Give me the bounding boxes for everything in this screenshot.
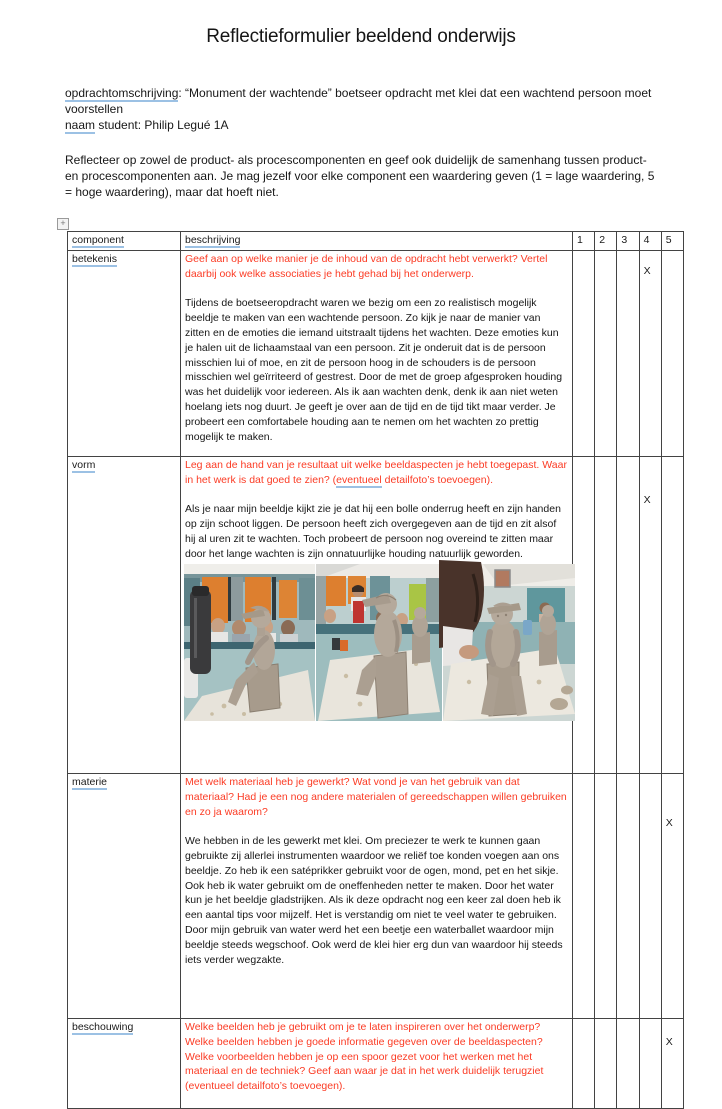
header-rating-1: 1 bbox=[573, 232, 595, 251]
rating-cell-2 bbox=[595, 251, 617, 457]
rating-cell-5-marked: X bbox=[661, 774, 683, 1019]
beschrijving-cell bbox=[181, 774, 573, 1019]
photo-clay-figure-back-view bbox=[316, 564, 442, 721]
table-header-row bbox=[68, 232, 684, 251]
beschrijving-cell bbox=[181, 251, 573, 457]
answer-text: Als je naar mijn beeldje kijkt zie je dat hij een bolle onderrug heeft en zijn handen op zijn schoot liggen. De persoon heeft zich overgegeven aan de tijd en zit alsof hij al uren zit te wachten. Toch probeert de persoon nog overeind te zitten maar door het lange wachten is zijn onnatuurlijke houding natuurlijk geworden. bbox=[185, 503, 561, 560]
table-row-beschouwing bbox=[68, 1019, 684, 1109]
rating-cell-5-marked: X bbox=[661, 1019, 683, 1109]
reflection-table bbox=[67, 231, 684, 1109]
rating-cell-3 bbox=[617, 457, 639, 774]
rating-cell-1 bbox=[573, 774, 595, 1019]
question-text: Leg aan de hand van je resultaat uit welke beeldaspecten je hebt toegepast. Waar in het werk is dat goed te zien? (eventueel detailfoto’s toevoegen). bbox=[185, 459, 567, 486]
component-cell: beschouwing bbox=[68, 1019, 181, 1109]
table-row-betekenis bbox=[68, 251, 684, 457]
naam-text: student: Philip Legué 1A bbox=[95, 118, 229, 133]
rating-cell-4-marked: X bbox=[639, 251, 661, 457]
header-rating-3: 3 bbox=[617, 232, 639, 251]
photo-strip bbox=[184, 564, 573, 721]
opdracht-text: : “Monument der wachtende” boetseer opdracht met klei dat een wachtend persoon moet voorstellen bbox=[65, 86, 652, 117]
header-beschrijving: beschrijving bbox=[181, 232, 573, 251]
header-rating-5: 5 bbox=[661, 232, 683, 251]
table-row-materie bbox=[68, 774, 684, 1019]
rating-cell-3 bbox=[617, 1019, 639, 1109]
opdracht-label: opdrachtomschrijving bbox=[65, 86, 179, 100]
table-row-vorm bbox=[68, 457, 684, 774]
question-text: Geef aan op welke manier je de inhoud van de opdracht hebt verwerkt? Vertel daarbij ook welke associaties je hebt gehad bij het onderwerp. bbox=[185, 253, 548, 280]
rating-cell-1 bbox=[573, 457, 595, 774]
answer-text: Tijdens de boetseeropdracht waren we bezig om een zo realistisch mogelijk beeldje te maken van een wachtende persoon. Zo kijk je naar de manier van zitten en de emoties die iemand uitstraalt tijdens het wachten. Deze emoties kun je halen uit de lichaamstaal van een persoon. Zit je onderuit dat is de persoon misschien lui of moe, en zit de persoon hoog in de schouders is de persoon misschien wel geïrriteerd of gestrest. Door de met de groep afgesproken houding was het duidelijk voor iedereen. Als ik aan wachten denk, denk ik aan niet weten hoelang iets nog duurt. Je geeft je over aan de tijd en de tijd tikt maar verder. Je probeert een comfortabele houding aan te nemen om het wachten zo prettig mogelijk te maken. bbox=[185, 297, 563, 443]
question-text: Met welk materiaal heb je gewerkt? Wat vond je van het gebruik van dat materiaal? Had je een nog andere materialen of gereedschappen willen gebruiken en zo ja waarom? bbox=[185, 776, 567, 818]
beschrijving-cell bbox=[181, 1019, 573, 1109]
header-rating-4: 4 bbox=[639, 232, 661, 251]
rating-cell-4 bbox=[639, 1019, 661, 1109]
rating-cell-2 bbox=[595, 457, 617, 774]
rating-cell-2 bbox=[595, 1019, 617, 1109]
rating-cell-1 bbox=[573, 1019, 595, 1109]
header-rating-2: 2 bbox=[595, 232, 617, 251]
component-cell: materie bbox=[68, 774, 181, 1019]
table-move-handle-icon[interactable]: + bbox=[57, 218, 69, 230]
grammar-underlined-word: eventueel bbox=[336, 473, 382, 486]
photo-clay-figure-front-view bbox=[443, 564, 575, 721]
component-cell: vorm bbox=[68, 457, 181, 774]
rating-cell-2 bbox=[595, 774, 617, 1019]
rating-cell-4 bbox=[639, 774, 661, 1019]
photo-clay-figure-side-view bbox=[184, 564, 315, 721]
rating-cell-1 bbox=[573, 251, 595, 457]
rating-cell-5 bbox=[661, 457, 683, 774]
rating-cell-5 bbox=[661, 251, 683, 457]
header-component: component bbox=[68, 232, 181, 251]
question-text: Welke beelden heb je gebruikt om je te laten inspireren over het onderwerp? Welke beelden hebben je goede informatie gegeven over de beeldaspecten? Welke voorbeelden hebben je op een spoor gezet voor het werken met het materiaal en de techniek? Geef aan waar je dat in het werk duidelijk terugziet (eventueel detailfoto’s toevoegen). bbox=[185, 1021, 544, 1093]
rating-cell-3 bbox=[617, 251, 639, 457]
page-title: Reflectieformulier beeldend onderwijs bbox=[206, 26, 516, 47]
naam-label: naam bbox=[65, 118, 96, 133]
reflection-instructions: Reflecteer op zowel de product- als procescomponenten en geef ook duidelijk de samenhang tussen product- en procescomponenten aan. Je mag jezelf voor elke component een waardering geven (1 = lage waardering, 5 = hoge waardering), maar dat hoeft niet. bbox=[65, 153, 655, 200]
rating-cell-4-marked: X bbox=[639, 457, 661, 774]
rating-cell-3 bbox=[617, 774, 639, 1019]
component-cell: betekenis bbox=[68, 251, 181, 457]
beschrijving-cell bbox=[181, 457, 573, 774]
answer-text: We hebben in de les gewerkt met klei. Om preciezer te werk te kunnen gaan gebruikte zij allerlei instrumenten waardoor we reliëf toe konden voegen aan ons beeldje. Zo heb ik een satéprikker gebruikt voor de ogen, mond, pet en het sikje. Ook heb ik water gebruikt om de oneffenheden netter te maken. Door het water kun je het beeldje gladstrijken. Als ik deze opdracht nog een keer zal doen heb ik een aantal tips voor mijzelf. Het is verstandig om niet te veel water te gebruiken. Door mijn gebruik van water werd het een beetje een waterballet waardoor mijn beeldje steeds wegschoof. Ook werd de klei hier erg dun van waardoor hij steeds iets verder wegzakte. bbox=[185, 835, 563, 966]
assignment-description bbox=[65, 85, 662, 134]
